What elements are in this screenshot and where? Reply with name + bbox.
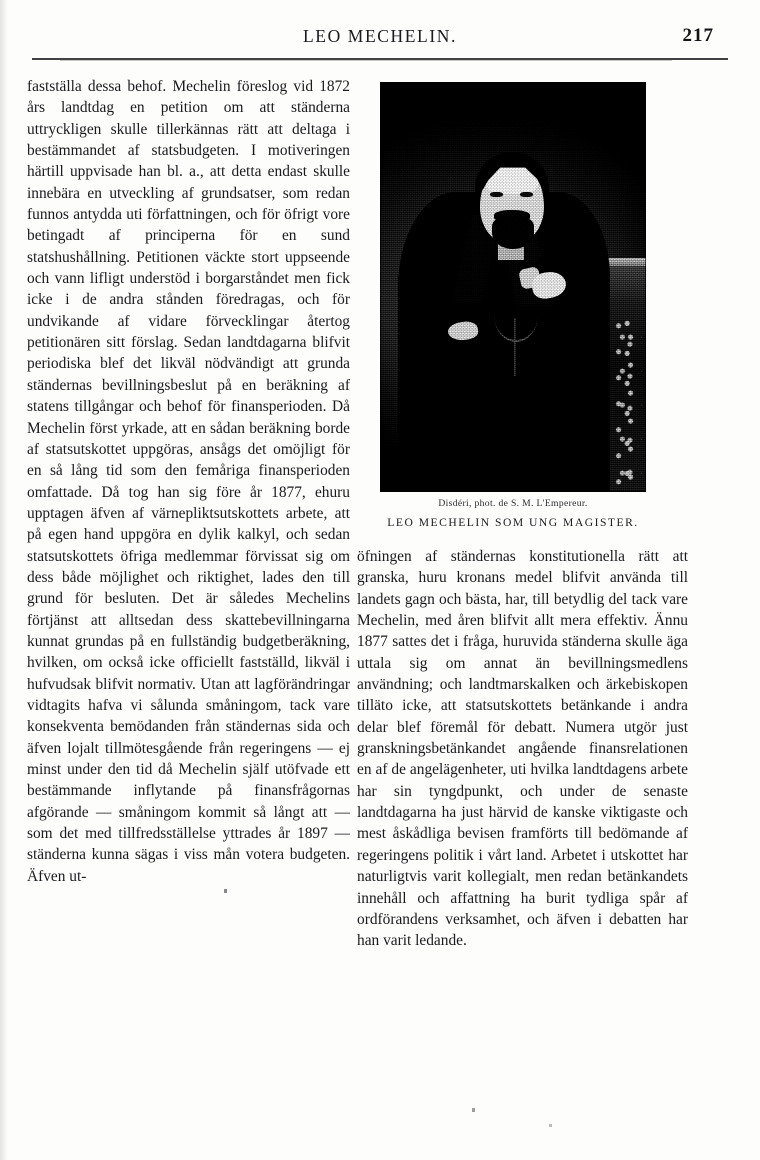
body-text-right: öfningen af ständernas konstitutionella rätt att granska, huru kronans medel blifvit använda till landets gagn och bästa, har, till betydlig del tack vare Mechelin, med åren blifvit allt mera effektiv. Ännu 1877 sattes det i fråga, huruvida ständerna skulle äga uttala sig om annat än bevillningsmedlens användning; och landtmarskalken och ärkebiskopen tilläto icke, att statsutskottets betänkande i andra delar blef föremål för debatt. Numera utgör just granskningsbetänkandet angående finansrelationen en af de angelägenheter, uti hvilka landtdagens arbete har sin tyngdpunkt, och under de senaste landtdagarna ha just härvid de kanske viktigaste och mest åskådliga bevisen framförts till bedömande af regeringens politik i vårt land. Arbetet i utskottet har naturligtvis varit kollegialt, men redan betänkandets innehåll och affattning ha burit tydliga spår af ordförandens verksamhet, och äfven i debatten har han varit ledande.	[357, 548, 688, 950]
scan-edge-shadow	[0, 0, 8, 1160]
scan-speck	[472, 1108, 475, 1112]
text-column-left	[27, 76, 350, 887]
body-text-left: fastställa dessa behof. Mechelin föreslog vid 1872 års landtdag en petition om att ständerna uttryckligen skulle tillerkännas rätt att deltaga i bestämmandet af statsbudgeten. I motiveringen härtill uppvisade han bl. a., att detta endast skulle innebära en utveckling af grundsatser, som redan funnos antydda uti författningen, och för öfrigt vore betingadt af principerna för en sund statshushållning. Petitionen väckte stort uppseende och vann lifligt understöd i borgarståndet men fick icke i de andra stånden föredragas, och för undvikande af vidare förvecklingar återtog petitionären sitt förslag. Sedan landtdagarna blifvit periodiska blef det likväl nödvändigt att grunda ständernas bevillningsbeslut på en beräkning af statens tillgångar och behof för finansperioden. Då Mechelin först yrkade, att en sådan beräkning borde af statsutskottet uppgöras, ansågs det omöjligt för en så lång tid som den femåriga finansperioden omfattade. Då tog han sig före år 1877, ehuru upptagen äfven af värnepliktsutskottets arbete, att på egen hand uppgöra en dylik kalkyl, och sedan statsutskottets öfriga medlemmar förvissat sig om dess både möjlighet och riktighet, lades den till grund för besluten. Det är således Mechelins förtjänst att alltsedan dess skattebevillningarna kunnat grundas på en fullständig budgetberäkning, hvilken, om också icke officiellt fastställd, likväl i hufvudsak blifvit normativ. Utan att lagförändringar vidtagits hafva vi sålunda småningom, tack vare konsekventa bemödanden från ständernas sida och äfven lojalt tillmötesgående från regeringens — ej minst under den tid då Mechelin själf utöfvade ett bestämmande inflytande på finansfrågornas afgörande — småningom kommit så långt att — som det med tillfredsställelse yttrades år 1897 — ständerna kunna sägas i viss mån votera budgeten. Äfven ut-	[27, 78, 350, 885]
figure-block	[380, 82, 646, 529]
header-rule	[32, 58, 728, 60]
portrait-photograph	[380, 82, 646, 492]
page-number: 217	[682, 25, 714, 46]
photo-credit: Disdéri, phot. de S. M. L'Empereur.	[438, 498, 588, 509]
text-column-right	[357, 546, 688, 952]
scan-speck	[224, 889, 227, 893]
page-title: LEO MECHELIN.	[303, 26, 457, 46]
figure-caption: LEO MECHELIN SOM UNG MAGISTER.	[387, 516, 639, 529]
halftone-grain-secondary	[380, 82, 646, 492]
scan-speck	[549, 1124, 552, 1127]
running-head	[36, 26, 724, 56]
